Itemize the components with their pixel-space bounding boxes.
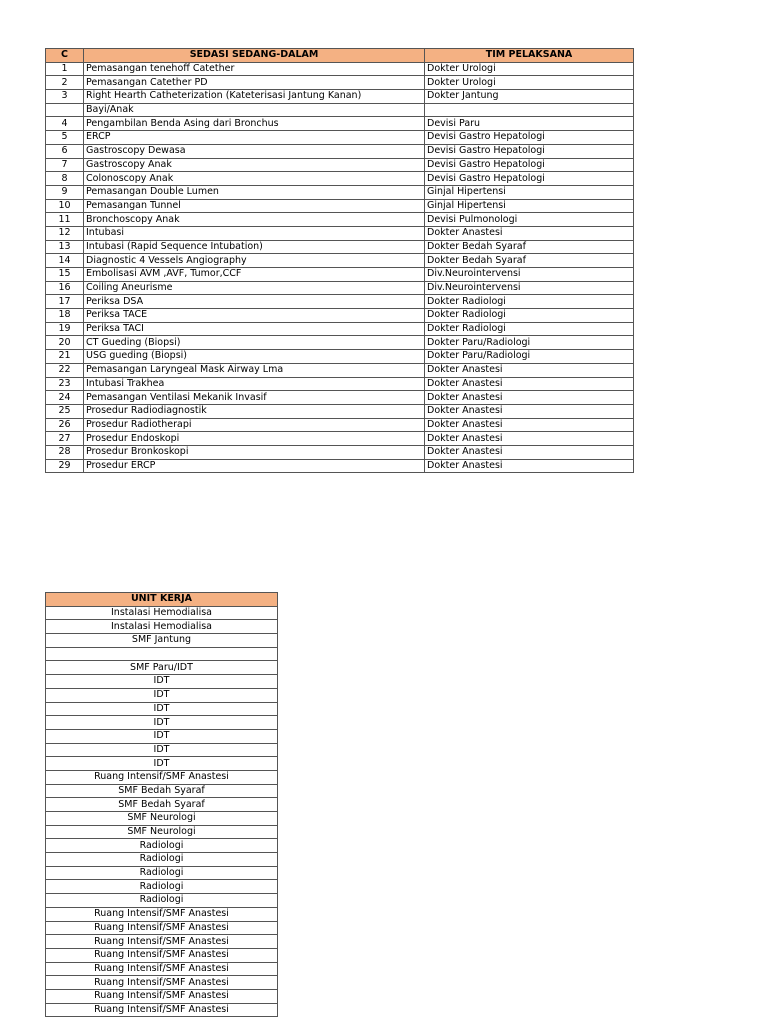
procedure-cell: Right Hearth Catheterization (Kateterisasi Jantung Kanan) — [84, 90, 425, 104]
procedure-cell: Bayi/Anak — [84, 103, 425, 117]
table-row — [46, 76, 634, 90]
procedure-cell: Prosedur ERCP — [84, 459, 425, 473]
work-unit-cell: Ruang Intensif/SMF Anastesi — [46, 948, 278, 962]
table-row — [46, 634, 278, 648]
procedure-cell: Bronchoscopy Anak — [84, 213, 425, 227]
table-row — [46, 350, 634, 364]
table-row — [46, 825, 278, 839]
procedure-cell: Prosedur Radiotherapi — [84, 418, 425, 432]
table-row — [46, 185, 634, 199]
row-number-cell: 23 — [46, 377, 84, 391]
table-row — [46, 459, 634, 473]
work-unit-cell: Ruang Intensif/SMF Anastesi — [46, 770, 278, 784]
work-unit-cell: IDT — [46, 757, 278, 771]
column-header-team: TIM PELAKSANA — [425, 49, 634, 63]
table-row — [46, 377, 634, 391]
row-number-cell — [46, 103, 84, 117]
table-row — [46, 363, 634, 377]
table-row — [46, 103, 634, 117]
table-row — [46, 418, 634, 432]
row-number-cell: 19 — [46, 322, 84, 336]
team-cell: Devisi Pulmonologi — [425, 213, 634, 227]
procedure-cell: Intubasi (Rapid Sequence Intubation) — [84, 240, 425, 254]
table-row — [46, 322, 634, 336]
team-cell: Dokter Urologi — [425, 62, 634, 76]
work-unit-cell: SMF Bedah Syaraf — [46, 798, 278, 812]
row-number-cell: 1 — [46, 62, 84, 76]
team-cell: Dokter Anastesi — [425, 432, 634, 446]
work-unit-cell: IDT — [46, 729, 278, 743]
procedure-cell: Pengambilan Benda Asing dari Bronchus — [84, 117, 425, 131]
work-unit-cell: SMF Bedah Syaraf — [46, 784, 278, 798]
procedure-cell: Pemasangan Tunnel — [84, 199, 425, 213]
table-row — [46, 226, 634, 240]
team-cell: Dokter Radiologi — [425, 322, 634, 336]
work-unit-cell: Ruang Intensif/SMF Anastesi — [46, 907, 278, 921]
procedure-cell: Pemasangan Ventilasi Mekanik Invasif — [84, 391, 425, 405]
table-row — [46, 757, 278, 771]
table-row — [46, 240, 634, 254]
team-cell: Dokter Anastesi — [425, 391, 634, 405]
team-cell: Dokter Paru/Radiologi — [425, 336, 634, 350]
row-number-cell: 14 — [46, 254, 84, 268]
row-number-cell: 13 — [46, 240, 84, 254]
procedure-cell: Intubasi — [84, 226, 425, 240]
row-number-cell: 18 — [46, 309, 84, 323]
table-row — [46, 391, 634, 405]
team-cell: Devisi Gastro Hepatologi — [425, 131, 634, 145]
team-cell: Div.Neurointervensi — [425, 281, 634, 295]
procedure-cell: Periksa TACE — [84, 309, 425, 323]
procedure-cell: Periksa DSA — [84, 295, 425, 309]
table-row — [46, 62, 634, 76]
table-row — [46, 935, 278, 949]
row-number-cell: 25 — [46, 404, 84, 418]
table-row — [46, 989, 278, 1003]
table-row — [46, 866, 278, 880]
team-cell: Dokter Bedah Syaraf — [425, 240, 634, 254]
table-row — [46, 729, 278, 743]
team-cell: Dokter Urologi — [425, 76, 634, 90]
row-number-cell: 5 — [46, 131, 84, 145]
work-unit-cell: IDT — [46, 702, 278, 716]
work-unit-cell: Ruang Intensif/SMF Anastesi — [46, 935, 278, 949]
table-row — [46, 309, 634, 323]
procedure-cell: Embolisasi AVM ,AVF, Tumor,CCF — [84, 268, 425, 282]
work-unit-cell: Ruang Intensif/SMF Anastesi — [46, 989, 278, 1003]
row-number-cell: 16 — [46, 281, 84, 295]
row-number-cell: 8 — [46, 172, 84, 186]
team-cell — [425, 103, 634, 117]
work-unit-cell: SMF Paru/IDT — [46, 661, 278, 675]
table-row — [46, 620, 278, 634]
procedure-cell: Pemasangan tenehoff Catether — [84, 62, 425, 76]
table-row — [46, 894, 278, 908]
row-number-cell: 7 — [46, 158, 84, 172]
team-cell: Dokter Bedah Syaraf — [425, 254, 634, 268]
work-unit-cell: IDT — [46, 688, 278, 702]
procedure-cell: Pemasangan Catether PD — [84, 76, 425, 90]
row-number-cell: 29 — [46, 459, 84, 473]
procedure-cell: Diagnostic 4 Vessels Angiography — [84, 254, 425, 268]
table-row — [46, 90, 634, 104]
table-row — [46, 907, 278, 921]
table-row — [46, 295, 634, 309]
work-unit-cell: Ruang Intensif/SMF Anastesi — [46, 962, 278, 976]
team-cell: Dokter Anastesi — [425, 418, 634, 432]
row-number-cell: 11 — [46, 213, 84, 227]
table-row — [46, 268, 634, 282]
row-number-cell: 6 — [46, 144, 84, 158]
table-row — [46, 661, 278, 675]
row-number-cell: 17 — [46, 295, 84, 309]
table-row — [46, 445, 634, 459]
table-header-row — [46, 593, 278, 607]
column-header-number: C — [46, 49, 84, 63]
work-unit-cell: Ruang Intensif/SMF Anastesi — [46, 1003, 278, 1017]
team-cell: Div.Neurointervensi — [425, 268, 634, 282]
table-row — [46, 839, 278, 853]
table-row — [46, 432, 634, 446]
table-row — [46, 962, 278, 976]
table-row — [46, 199, 634, 213]
row-number-cell: 2 — [46, 76, 84, 90]
table-row — [46, 158, 634, 172]
work-unit-cell: IDT — [46, 743, 278, 757]
procedure-cell: Prosedur Endoskopi — [84, 432, 425, 446]
table-row — [46, 117, 634, 131]
table-row — [46, 172, 634, 186]
table-row — [46, 812, 278, 826]
row-number-cell: 10 — [46, 199, 84, 213]
team-cell: Dokter Jantung — [425, 90, 634, 104]
work-unit-cell — [46, 647, 278, 661]
table-row — [46, 921, 278, 935]
work-unit-cell: IDT — [46, 716, 278, 730]
procedure-cell: Gastroscopy Dewasa — [84, 144, 425, 158]
procedure-cell: Periksa TACI — [84, 322, 425, 336]
row-number-cell: 12 — [46, 226, 84, 240]
work-unit-cell: Instalasi Hemodialisa — [46, 620, 278, 634]
table-row — [46, 798, 278, 812]
table-row — [46, 254, 634, 268]
procedure-cell: Pemasangan Double Lumen — [84, 185, 425, 199]
team-cell: Dokter Anastesi — [425, 445, 634, 459]
table-row — [46, 743, 278, 757]
table-row — [46, 1003, 278, 1017]
procedure-cell: ERCP — [84, 131, 425, 145]
team-cell: Devisi Paru — [425, 117, 634, 131]
team-cell: Dokter Anastesi — [425, 226, 634, 240]
team-cell: Dokter Paru/Radiologi — [425, 350, 634, 364]
table-header-row — [46, 49, 634, 63]
team-cell: Devisi Gastro Hepatologi — [425, 172, 634, 186]
table-row — [46, 213, 634, 227]
team-cell: Dokter Anastesi — [425, 404, 634, 418]
procedure-cell: Prosedur Radiodiagnostik — [84, 404, 425, 418]
table-row — [46, 675, 278, 689]
work-unit-cell: Ruang Intensif/SMF Anastesi — [46, 976, 278, 990]
work-unit-cell: Ruang Intensif/SMF Anastesi — [46, 921, 278, 935]
row-number-cell: 20 — [46, 336, 84, 350]
table-row — [46, 688, 278, 702]
table-row — [46, 647, 278, 661]
work-unit-table — [45, 592, 278, 1017]
row-number-cell: 26 — [46, 418, 84, 432]
work-unit-cell: SMF Neurologi — [46, 812, 278, 826]
table-row — [46, 880, 278, 894]
table-row — [46, 702, 278, 716]
team-cell: Dokter Anastesi — [425, 377, 634, 391]
row-number-cell: 24 — [46, 391, 84, 405]
work-unit-cell: SMF Jantung — [46, 634, 278, 648]
work-unit-cell: IDT — [46, 675, 278, 689]
table-row — [46, 948, 278, 962]
team-cell: Ginjal Hipertensi — [425, 185, 634, 199]
table-row — [46, 144, 634, 158]
procedure-cell: Prosedur Bronkoskopi — [84, 445, 425, 459]
row-number-cell: 22 — [46, 363, 84, 377]
work-unit-cell: SMF Neurologi — [46, 825, 278, 839]
team-cell: Dokter Radiologi — [425, 295, 634, 309]
table-row — [46, 404, 634, 418]
procedure-cell: Colonoscopy Anak — [84, 172, 425, 186]
row-number-cell: 15 — [46, 268, 84, 282]
table-row — [46, 770, 278, 784]
procedure-cell: Pemasangan Laryngeal Mask Airway Lma — [84, 363, 425, 377]
team-cell: Ginjal Hipertensi — [425, 199, 634, 213]
column-header-work-unit: UNIT KERJA — [46, 593, 278, 607]
table-row — [46, 853, 278, 867]
sedation-procedures-table — [45, 48, 634, 473]
row-number-cell: 21 — [46, 350, 84, 364]
row-number-cell: 27 — [46, 432, 84, 446]
row-number-cell: 3 — [46, 90, 84, 104]
table-row — [46, 606, 278, 620]
table-row — [46, 976, 278, 990]
table-row — [46, 131, 634, 145]
team-cell: Dokter Anastesi — [425, 459, 634, 473]
procedure-cell: Coiling Aneurisme — [84, 281, 425, 295]
work-unit-cell: Radiologi — [46, 853, 278, 867]
team-cell: Devisi Gastro Hepatologi — [425, 158, 634, 172]
table-row — [46, 784, 278, 798]
procedure-cell: Intubasi Trakhea — [84, 377, 425, 391]
row-number-cell: 4 — [46, 117, 84, 131]
procedure-cell: USG gueding (Biopsi) — [84, 350, 425, 364]
procedure-cell: Gastroscopy Anak — [84, 158, 425, 172]
team-cell: Dokter Anastesi — [425, 363, 634, 377]
row-number-cell: 9 — [46, 185, 84, 199]
work-unit-cell: Instalasi Hemodialisa — [46, 606, 278, 620]
work-unit-cell: Radiologi — [46, 880, 278, 894]
work-unit-cell: Radiologi — [46, 866, 278, 880]
team-cell: Devisi Gastro Hepatologi — [425, 144, 634, 158]
procedure-cell: CT Gueding (Biopsi) — [84, 336, 425, 350]
team-cell: Dokter Radiologi — [425, 309, 634, 323]
work-unit-cell: Radiologi — [46, 894, 278, 908]
row-number-cell: 28 — [46, 445, 84, 459]
table-row — [46, 281, 634, 295]
table-row — [46, 336, 634, 350]
work-unit-cell: Radiologi — [46, 839, 278, 853]
table-row — [46, 716, 278, 730]
column-header-procedure: SEDASI SEDANG-DALAM — [84, 49, 425, 63]
